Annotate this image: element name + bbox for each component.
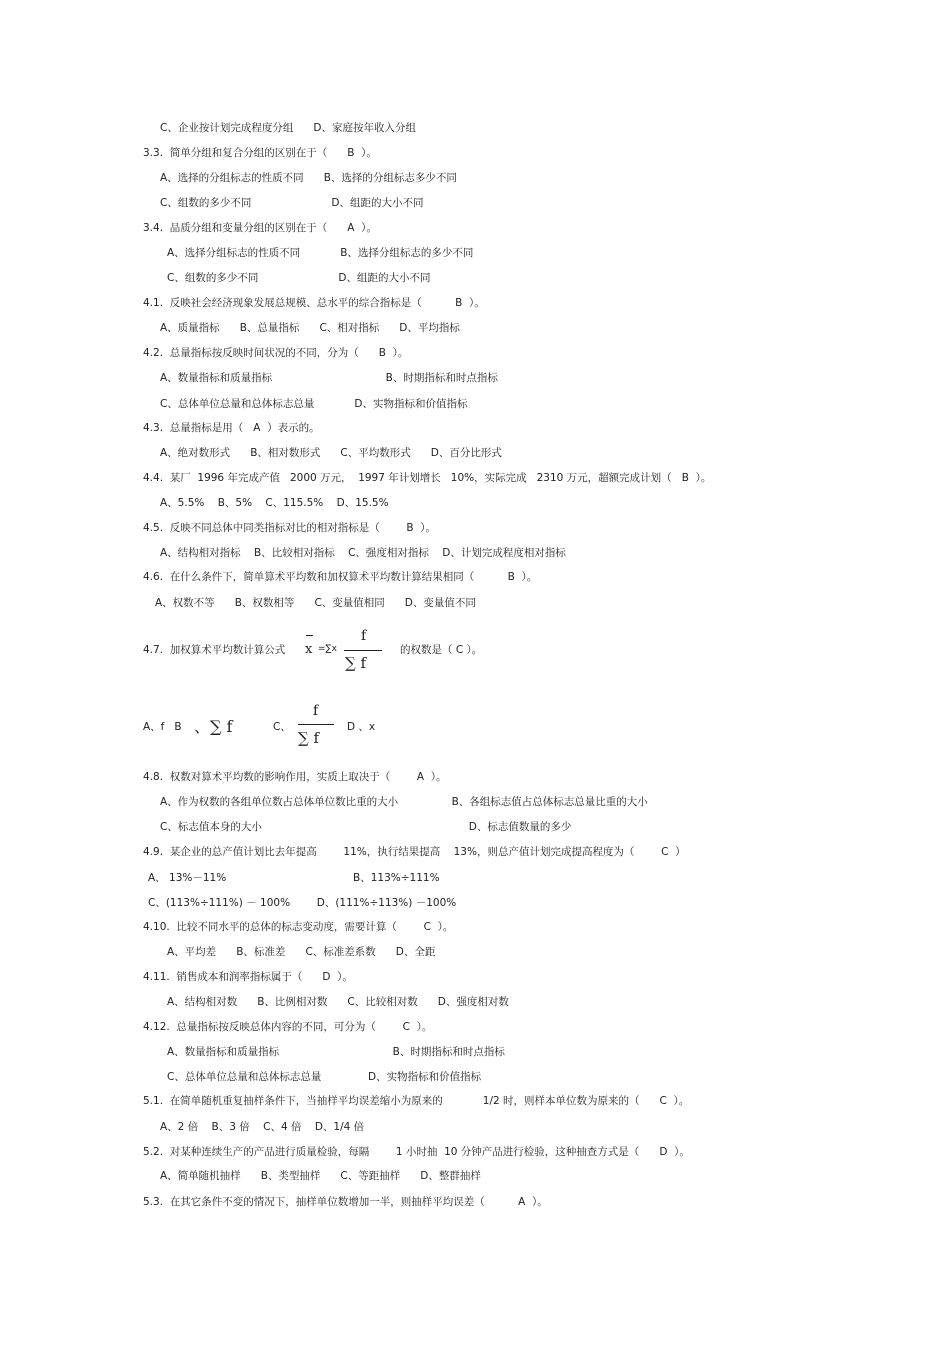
option-b-sum-f: 、∑ f [194,717,233,736]
option-c-label: C、 [273,721,291,733]
text-line: A、数量指标和质量指标 B、时期指标和时点指标 [167,1046,505,1058]
text-line: 4.8. 权数对算术平均数的影响作用，实质上取决于（ A ）。 [143,771,447,783]
text-line: 4.12. 总量指标按反映总体内容的不同，可分为（ C ）。 [143,1021,433,1033]
text-line: 4.10. 比较不同水平的总体的标志变动度，需要计算（ C ）。 [143,921,454,933]
formula-equals-sum-x: =∑x [318,644,337,654]
text-line: A、作为权数的各组单位数占总体单位数比重的大小 B、各组标志值占总体标志总量比重的大小 [160,796,648,808]
text-line: 4.1. 反映社会经济现象发展总规模、总水平的综合指标是（ B ）。 [143,297,485,309]
x-bar-overline [306,635,313,636]
text-line: A、平均差 B、标准差 C、标准差系数 D、全距 [167,946,436,958]
text-line: 3.4. 品质分组和变量分组的区别在于（ A ）。 [143,222,377,234]
text-line: A、2 倍 B、3 倍 C、4 倍 D、1/4 倍 [160,1121,365,1133]
formula-numerator: f [361,628,367,644]
text-line: A、权数不等 B、权数相等 C、变量值相同 D、变量值不同 [155,597,476,609]
text-line: A、结构相对指标 B、比较相对指标 C、强度相对指标 D、计划完成程度相对指标 [160,547,566,559]
formula-denominator: ∑ f [345,654,367,672]
text-line: 4.2. 总量指标按反映时间状况的不同，分为（ B ）。 [143,347,409,359]
text-line: A、绝对数形式 B、相对数形式 C、平均数形式 D、百分比形式 [160,447,502,459]
formula-fraction-bar [344,650,382,651]
text-line: C、总体单位总量和总体标志总量 D、实物指标和价值指标 [160,398,468,410]
text-line: C、组数的多少不同 D、组距的大小不同 [167,272,431,284]
text-line: A、5.5% B、5% C、115.5% D、15.5% [160,497,389,509]
text-line: 4.4. 某厂 1996 年完成产值 2000 万元， 1997 年计划增长 10%，实际完成 2310 万元，超额完成计划（ B ）。 [143,472,712,484]
option-a-b: A、f B [143,721,182,733]
question-4-7-suffix: 的权数是（ C ）。 [400,644,483,656]
text-line: 4.11. 销售成本和润率指标属于（ D ）。 [143,971,353,983]
question-4-7-prefix: 4.7. 加权算术平均数计算公式 [143,644,286,656]
text-line: A、数量指标和质量指标 B、时期指标和时点指标 [160,372,498,384]
text-line: A、选择分组标志的性质不同 B、选择分组标志的多少不同 [167,247,474,259]
text-line: 5.2. 对某种连续生产的产品进行质量检验，每隔 1 小时抽 10 分钟产品进行检验，这种抽查方式是（ D ）。 [143,1146,690,1158]
text-line: 4.3. 总量指标是用（ A ）表示的。 [143,422,320,434]
text-line: A、选择的分组标志的性质不同 B、选择的分组标志多少不同 [160,172,457,184]
option-d: D 、x [347,721,376,733]
text-line: C、总体单位总量和总体标志总量 D、实物指标和价值指标 [167,1071,482,1083]
option-c-denominator: ∑ f [298,729,320,747]
text-line: 5.3. 在其它条件不变的情况下，抽样单位数增加一半，则抽样平均误差（ A ）。 [143,1196,548,1208]
text-line: 4.9. 某企业的总产值计划比去年提高 11%，执行结果提高 13%，则总产值计划完成提高程度为（ C ） [143,846,686,858]
option-c-fraction-bar [298,724,334,725]
text-line: A、 13%－11% B、113%÷111% [148,872,440,884]
text-line: 4.5. 反映不同总体中同类指标对比的相对指标是（ B ）。 [143,522,437,534]
formula-x: x [305,642,313,657]
text-line: 4.6. 在什么条件下，简单算术平均数和加权算术平均数计算结果相同（ B ）。 [143,571,538,583]
option-c-numerator: f [313,703,319,719]
text-line: 3.3. 简单分组和复合分组的区别在于（ B ）。 [143,147,377,159]
text-line: C、标志值本身的大小 D、标志值数量的多少 [160,821,572,833]
text-line: A、质量指标 B、总量指标 C、相对指标 D、平均指标 [160,322,460,334]
text-line: C、企业按计划完成程度分组 D、家庭按年收入分组 [160,122,416,134]
text-line: C、组数的多少不同 D、组距的大小不同 [160,197,424,209]
text-line: C、(113%÷111%) － 100% D、(111%÷113%) －100% [148,897,457,909]
text-line: A、简单随机抽样 B、类型抽样 C、等距抽样 D、整群抽样 [160,1170,481,1182]
text-line: A、结构相对数 B、比例相对数 C、比较相对数 D、强度相对数 [167,996,509,1008]
text-line: 5.1. 在简单随机重复抽样条件下，当抽样平均误差缩小为原来的 1/2 时，则样本单位数为原来的（ C ）。 [143,1095,690,1107]
